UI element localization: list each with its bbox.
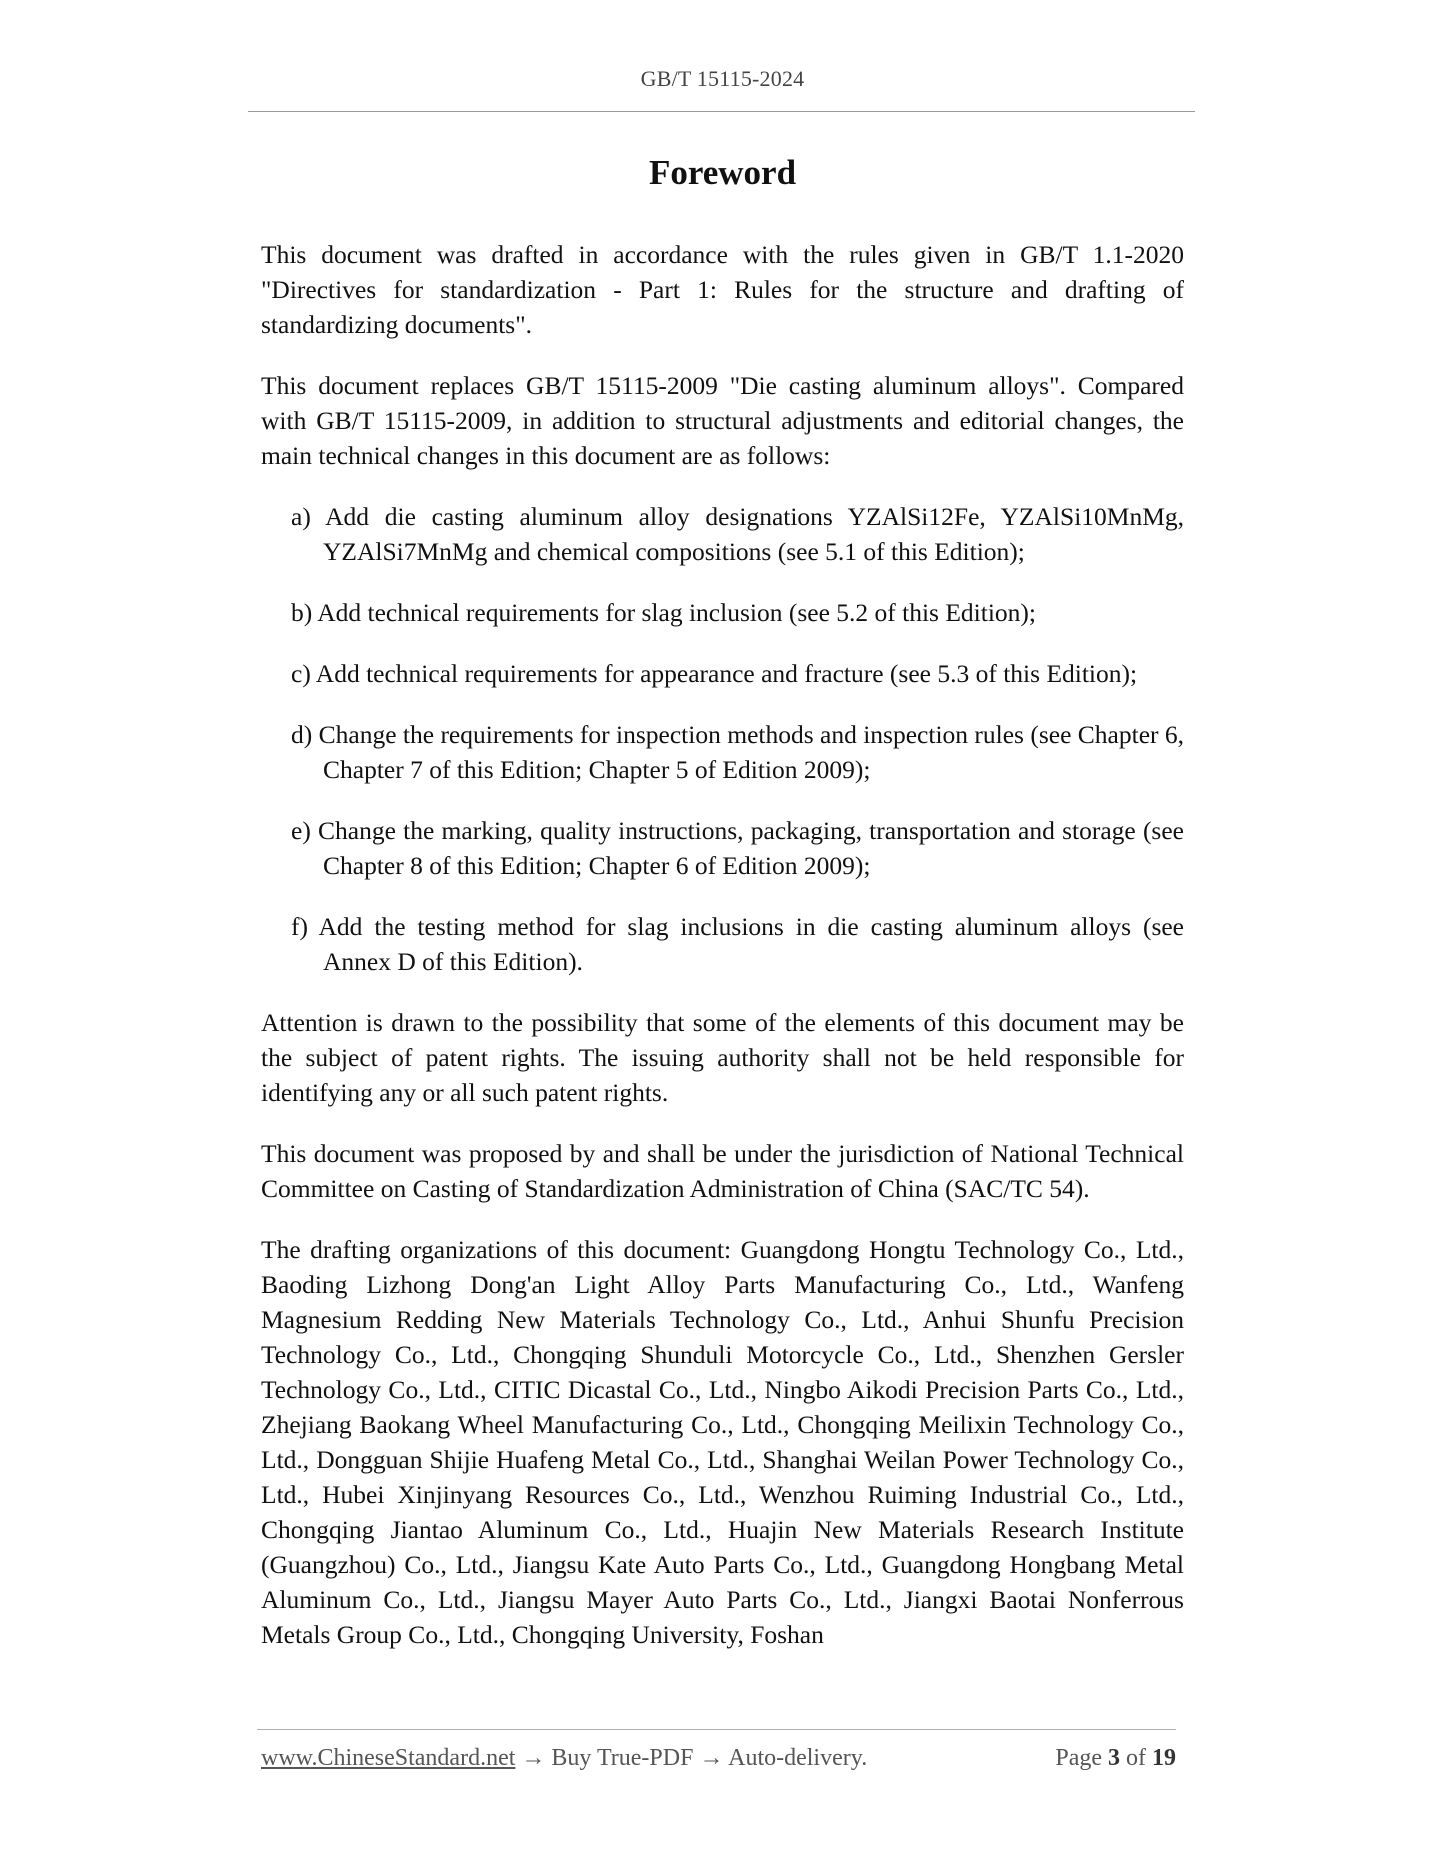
- list-marker: f): [291, 912, 308, 941]
- page-of: of: [1126, 1745, 1146, 1771]
- list-item-text: Add technical requirements for appearance and fracture (see 5.3 of this Edition);: [315, 659, 1138, 688]
- paragraph-drafting-organizations: The drafting organizations of this document: Guangdong Hongtu Technology Co., Ltd., Baoding Lizhong Dong'an Light Alloy Parts Manufacturing Co., Ltd., Wanfeng Magnesium Redding New Materials Technology Co., Ltd., Anhui Shunfu Precision Technology Co., Ltd., Chongqing Shunduli Motorcycle Co., Ltd., Shenzhen Gersler Technology Co., Ltd., CITIC Dicastal Co., Ltd., Ningbo Aikodi Precision Parts Co., Ltd., Zhejiang Baokang Wheel Manufacturing Co., Ltd., Chongqing Meilixin Technology Co., Ltd., Dongguan Shijie Huafeng Metal Co., Ltd., Shanghai Weilan Power Technology Co., Ltd., Hubei Xinjinyang Resources Co., Ltd., Wenzhou Ruiming Industrial Co., Ltd., Chongqing Jiantao Aluminum Co., Ltd., Huajin New Materials Research Institute (Guangzhou) Co., Ltd., Jiangsu Kate Auto Parts Co., Ltd., Guangdong Hongbang Metal Aluminum Co., Ltd., Jiangsu Mayer Auto Parts Co., Ltd., Jiangxi Baotai Nonferrous Metals Group Co., Ltd., Chongqing University, Foshan: [261, 1235, 1184, 1649]
- changes-list: [261, 499, 1184, 979]
- list-item-text: Change the marking, quality instructions, packaging, transportation and storage (see Chapter 8 of this Edition; Chapter 6 of Edition 2009);: [318, 816, 1184, 880]
- list-marker: d): [291, 720, 313, 749]
- list-item-text: Change the requirements for inspection methods and inspection rules (see Chapter 6, Chapter 7 of this Edition; Chapter 5 of Edition 2009);: [318, 720, 1184, 784]
- footer-divider: [257, 1729, 1176, 1730]
- list-item: [261, 656, 1184, 691]
- list-marker: e): [291, 816, 311, 845]
- footer-tagline: → Buy True-PDF → Auto-delivery.: [515, 1745, 868, 1771]
- list-item-text: Add the testing method for slag inclusions in die casting aluminum alloys (see Annex D of this Edition).: [318, 912, 1185, 976]
- list-item: [261, 909, 1184, 979]
- list-item: [261, 717, 1184, 787]
- list-item-text: Add technical requirements for slag inclusion (see 5.2 of this Edition);: [317, 598, 1036, 627]
- list-item: [261, 595, 1184, 630]
- list-marker: a): [291, 502, 311, 531]
- page-current: 3: [1108, 1745, 1120, 1771]
- page-number: [1055, 1745, 1176, 1772]
- list-item: [261, 813, 1184, 883]
- paragraph-drafting-rules: This document was drafted in accordance with the rules given in GB/T 1.1-2020 "Directives for standardization - Part 1: Rules for the structure and drafting of standardizing documents".: [261, 240, 1184, 339]
- paragraph-replaces: This document replaces GB/T 15115-2009 "Die casting aluminum alloys". Compared with GB/T 15115-2009, in addition to structural adjustments and editorial changes, the main technical changes in this document are as follows:: [261, 371, 1184, 470]
- header-doc-id: GB/T 15115-2024: [640, 66, 805, 91]
- list-item: [261, 499, 1184, 569]
- footer-website-link[interactable]: www.ChineseStandard.net: [261, 1745, 516, 1771]
- document-body: [261, 237, 1184, 1678]
- list-marker: b): [291, 598, 313, 627]
- page-total: 19: [1152, 1745, 1176, 1771]
- list-marker: c): [291, 659, 311, 688]
- paragraph-jurisdiction: This document was proposed by and shall be under the jurisdiction of National Technical Committee on Casting of Standardization Administration of China (SAC/TC 54).: [261, 1139, 1184, 1203]
- footer-promo: [261, 1745, 867, 1772]
- header-divider: [248, 111, 1195, 112]
- list-item-text: Add die casting aluminum alloy designations YZAlSi12Fe, YZAlSi10MnMg, YZAlSi7MnMg and chemical compositions (see 5.1 of this Edition);: [323, 502, 1185, 566]
- paragraph-patent-notice: Attention is drawn to the possibility that some of the elements of this document may be the subject of patent rights. The issuing authority shall not be held responsible for identifying any or all such patent rights.: [261, 1008, 1184, 1107]
- page-title: Foreword: [648, 153, 797, 192]
- page-label: Page: [1055, 1745, 1102, 1771]
